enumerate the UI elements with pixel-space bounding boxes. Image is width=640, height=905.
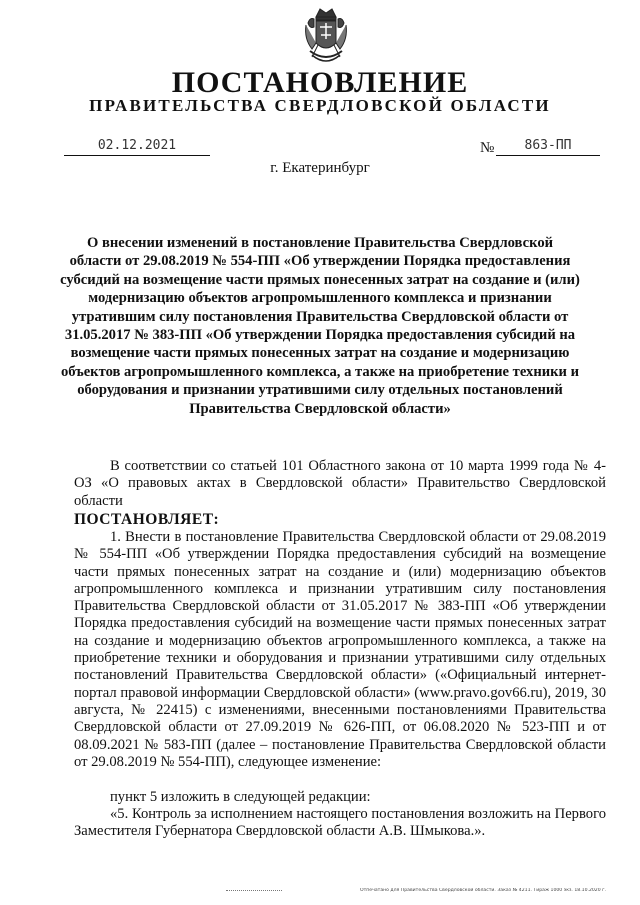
print-note: Отпечатано для Правительства Свердловской области. Заказ № 4211. Тираж 1000 экз. 18.10.2020 г. (360, 888, 606, 893)
city-line: г. Екатеринбург (270, 160, 370, 176)
document-title: О внесении изменений в постановление Правительства Свердловской области от 29.08.2019 № 554-ПП «Об утверждении Порядка предоставления субсидий на возмещение части прямых понесенных затрат на создание и (или) модернизацию объектов агропромышленного комплекса и признании утратившим силу постановления Правительства Свердловской области от 31.05.2017 № 383-ПП «Об утверждении Порядка предоставления субсидий на возмещение части прямых понесенных затрат на создание и модернизацию объектов агропромышленного комплекса, а также на приобретение техники и оборудования и признании утратившими силу отдельных постановлений Правительства Свердловской области» (60, 235, 580, 417)
preamble-paragraph: В соответствии со статьей 101 Областного закона от 10 марта 1999 года № 4-ОЗ «О правовых актах в Свердловской области» Правительство Свердловской области (74, 458, 606, 509)
date-field (64, 138, 210, 156)
number-sign: № (480, 140, 495, 156)
document-number: 863-ПП (524, 138, 572, 153)
scan-mark (226, 890, 282, 894)
sub-item-paragraph: пункт 5 изложить в следующей редакции: (110, 789, 371, 805)
issuing-authority: ПРАВИТЕЛЬСТВА СВЕРДЛОВСКОЙ ОБЛАСТИ (89, 96, 551, 115)
item-1-paragraph: 1. Внести в постановление Правительства Свердловской области от 29.08.2019 № 554-ПП «Об утверждении Порядка предоставления субсидий на возмещение части прямых понесенных затрат на создание и (или) модернизацию объектов агропромышленного комплекса и признании утратившим силу постановления Правительства Свердловской области от 31.05.2017 № 383-ПП «Об утверждении Порядка предоставления субсидий на возмещение части прямых понесенных затрат на создание и модернизацию объектов агропромышленного комплекса, а также на приобретение техники и оборудования и признании утратившими силу отдельных постановлений Правительства Свердловской области» («Официальный интернет-портал правовой информации Свердловской области» (www.pravo.gov66.ru), 2019, 30 августа, № 22415) с изменениями, внесенными постановлениями Правительства Свердловской области от 27.09.2019 № 626-ПП, от 06.08.2020 № 523-ПП и от 08.09.2021 № 583-ПП (далее – постановление Правительства Свердловской области от 29.08.2019 № 554-ПП), следующее изменение: (74, 529, 606, 770)
quoted-amendment-paragraph: «5. Контроль за исполнением настоящего постановления возложить на Первого Заместителя Губернатора Свердловской области А.В. Шмыкова.». (74, 806, 606, 840)
resolves-heading: ПОСТАНОВЛЯЕТ: (74, 511, 220, 528)
sverdlovsk-coat-of-arms-icon (302, 5, 350, 67)
document-type: ПОСТАНОВЛЕНИЕ (171, 66, 469, 99)
document-date: 02.12.2021 (97, 138, 177, 153)
number-field (496, 138, 600, 156)
